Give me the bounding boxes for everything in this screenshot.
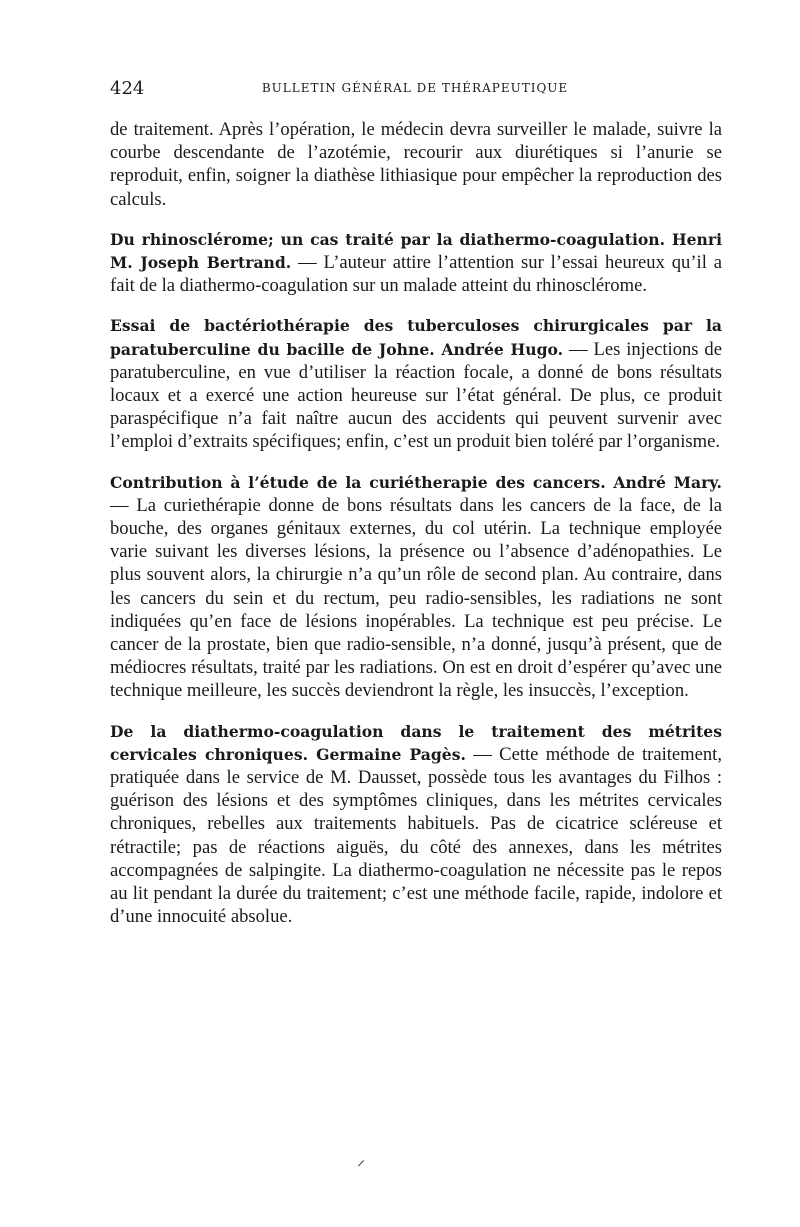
paragraph-continuation <box>110 118 722 211</box>
footer-mark: ⸝ <box>357 1152 366 1169</box>
paragraph-text: — Les injections de paratuberculine, en vue d’utiliser la réaction focale, a donné de bons résultats locaux et a exercé une action heureuse sur l’état général. De plus, ce produit paraspécifique n’a fait naître aucun des accidents qui peuvent survenir avec l’emploi d’extraits spécifiques; enfin, c’est un produit bien toléré par l’organisme. <box>110 338 722 453</box>
paragraph-bacteriotherapie <box>110 314 722 453</box>
paragraph-rhinosclerome <box>110 228 722 298</box>
paragraph-text: — La curiethérapie donne de bons résultats dans les cancers de la face, de la bouche, des organes génitaux externes, du col utérin. La technique employée varie suivant les diverses lésions, la présence ou l’absence d’adénopathies. Le plus souvent alors, la chirurgie n’a qu’un rôle de second plan. Au contraire, dans les cancers du sein et du rectum, peu radio-sensibles, les radiations ne sont indiquées qu’en face de lésions inopérables. La technique est peu précise. Le cancer de la prostate, bien que radio-sensible, n’a donné, jusqu’à présent, que de médiocres résultats, traité par les radiations. On est en droit d’espérer qu’avec une technique meilleure, les succès deviendront la règle, les insuccès, l’exception. <box>110 494 722 702</box>
paragraph-title: Contribution à l’étude de la curiétherapie des cancers. André Mary. <box>110 472 722 492</box>
paragraph-text: — L’auteur attire l’attention sur l’essai heureux qu’il a fait de la diathermo-coagulation sur un malade atteint du rhinosclérome. <box>110 252 722 297</box>
paragraph-title: Essai de bactériothérapie des tuberculoses chirurgicales par la paratuberculine du bacille de Johne. Andrée Hugo. <box>110 316 722 359</box>
paragraph-text: de traitement. Après l’opération, le médecin devra surveiller le malade, suivre la courbe descendante de l’azotémie, recourir aux diurétiques si l’anurie se reproduit, enfin, soigner la diathèse lithiasique pour empêcher la reproduction des calculs. <box>110 119 722 210</box>
paragraph-title: De la diathermo-coagulation dans le traitement des métrites cervicales chroniques. Germaine Pagès. <box>110 721 722 764</box>
paragraph-title: Du rhinosclérome; un cas traité par la diathermo-coagulation. Henri M. Joseph Bertrand. <box>110 229 722 273</box>
paragraph-curietherapie <box>110 471 722 703</box>
paragraph-text: — Cette méthode de traitement, pratiquée dans le service de M. Dausset, possède tous les avantages du Filhos : guérison des lésions et des symptômes cliniques, dans les métrites cervicales chroniques, rebelles aux traitements habituels. Pas de cicatrice scléreuse et rétractile; pas de réactions aiguës, du côté des annexes, dans les métrites accompagnées de salpingite. La diathermo-coagulation ne nécessite pas le repos au lit pendant la durée du traitement; c’est une méthode facile, rapide, indolore et d’une innocuité absolue. <box>110 743 722 928</box>
page-header <box>110 78 720 102</box>
article-body <box>110 118 722 929</box>
page-number: 424 <box>110 78 145 99</box>
running-title: BULLETIN GÉNÉRAL DE THÉRAPEUTIQUE <box>261 81 569 95</box>
paragraph-metrites <box>110 720 722 929</box>
